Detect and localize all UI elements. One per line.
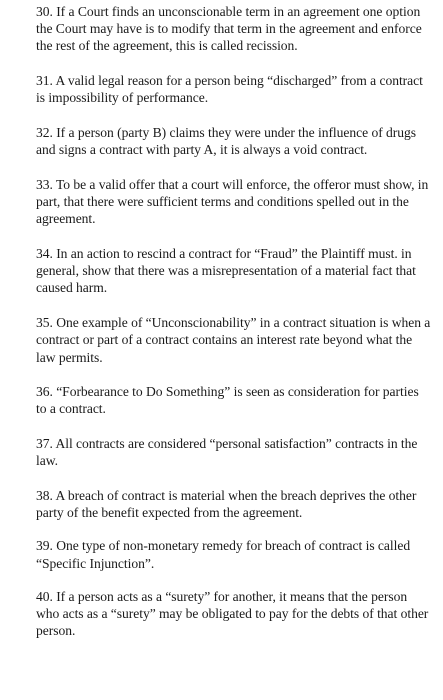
question-31	[36, 72, 431, 106]
question-number: 38.	[36, 488, 53, 504]
question-34	[36, 245, 431, 297]
question-30	[36, 3, 431, 55]
spacer	[36, 418, 431, 436]
question-text: If a Court finds an unconscionable term in an agreement one option the Court may have is to modify that term in the agreement and enforce the rest of the agreement, this is called recission.	[36, 4, 422, 54]
spacer	[36, 107, 431, 125]
question-number: 31.	[36, 73, 53, 89]
question-32	[36, 124, 431, 158]
question-text: One example of “Unconscionability” in a contract situation is when a contract or part of a contract contains an interest rate beyond what the law permits.	[36, 315, 431, 365]
question-number: 35.	[36, 315, 53, 331]
question-33	[36, 176, 431, 228]
question-number: 34.	[36, 246, 53, 262]
question-number: 30.	[36, 4, 53, 19]
question-number: 33.	[36, 176, 53, 192]
question-text: If a person acts as a “surety” for another, it means that the person who acts as a “surety” may be obligated to pay for the debts of that other person.	[36, 588, 429, 639]
spacer	[36, 228, 431, 246]
question-text: “Forbearance to Do Something” is seen as consideration for parties to a contract.	[36, 384, 419, 417]
spacer	[36, 158, 431, 176]
question-text: If a person (party B) claims they were under the influence of drugs and signs a contract with party A, it is always a void contract.	[36, 125, 416, 158]
spacer	[36, 521, 431, 537]
question-35	[36, 314, 431, 366]
question-36	[36, 383, 431, 417]
question-number: 32.	[36, 125, 53, 141]
question-number: 36.	[36, 384, 53, 400]
question-text: A valid legal reason for a person being “discharged” from a contract is impossibility of performance.	[36, 73, 423, 106]
question-40	[36, 588, 431, 640]
spacer	[36, 297, 431, 315]
question-number: 40.	[36, 588, 53, 604]
question-text: All contracts are considered “personal satisfaction” contracts in the law.	[36, 436, 418, 469]
question-text: In an action to rescind a contract for “Fraud” the Plaintiff must. in general, show that there was a misrepresentation of a material fact that caused harm.	[36, 246, 416, 296]
question-text: To be a valid offer that a court will enforce, the offeror must show, in part, that there were sufficient terms and conditions spelled out in the agreement.	[36, 176, 429, 227]
question-37	[36, 435, 431, 469]
question-number: 37.	[36, 436, 53, 452]
spacer	[36, 470, 431, 488]
spacer	[36, 572, 431, 588]
spacer	[36, 55, 431, 73]
spacer	[36, 366, 431, 384]
question-38	[36, 487, 431, 521]
question-number: 39.	[36, 538, 53, 554]
question-text: A breach of contract is material when the breach deprives the other party of the benefit expected from the agreement.	[36, 488, 417, 521]
question-39	[36, 537, 431, 571]
question-text: One type of non-monetary remedy for breach of contract is called “Specific Injunction”.	[36, 538, 411, 571]
